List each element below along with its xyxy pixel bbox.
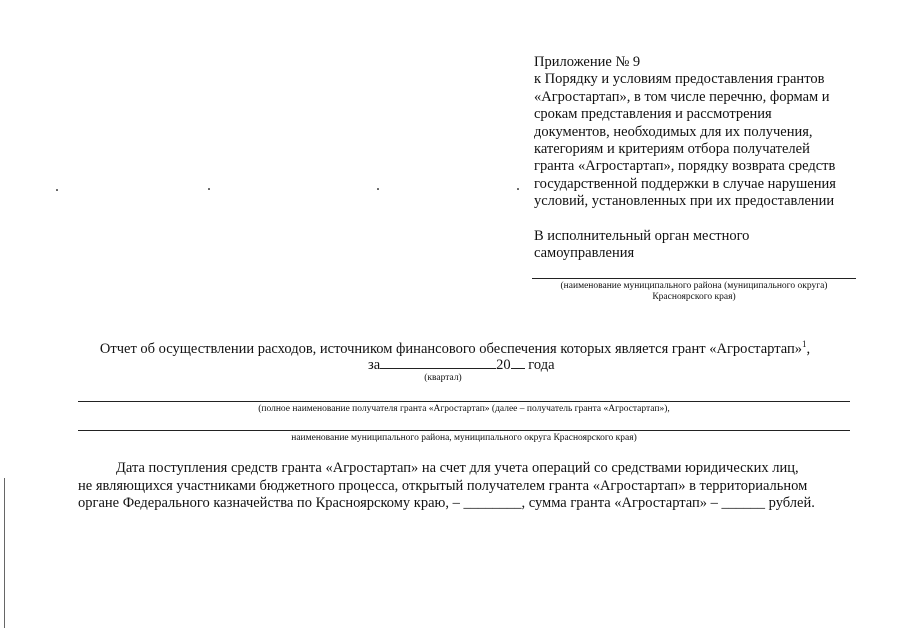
recipient-fill-line <box>78 401 850 402</box>
addressee-line: В исполнительный орган местного <box>534 228 750 244</box>
appendix-line: документов, необходимых для их получения, <box>534 123 813 140</box>
scan-dot <box>208 188 210 190</box>
appendix-line: государственной поддержки в случае нарушения <box>534 175 836 192</box>
quarter-caption: (квартал) <box>424 373 462 383</box>
scan-dot <box>56 189 58 191</box>
paragraph-line: не являющихся участниками бюджетного процесса, открытый получателем гранта «Агростартап» в территориальном <box>78 477 808 494</box>
year-blank <box>511 356 525 369</box>
appendix-line: «Агростартап», в том числе перечню, формам и <box>534 88 830 105</box>
paragraph-line: органе Федерального казначейства по Красноярскому краю, – ________, сумма гранта «Агростартап» – ______ рублей. <box>78 495 815 512</box>
addressee-block <box>534 228 864 263</box>
appendix-header <box>534 54 864 211</box>
appendix-line: к Порядку и условиям предоставления грантов <box>534 71 825 88</box>
appendix-line: гранта «Агростартап», порядку возврата средств <box>534 158 836 175</box>
appendix-line: категориям и критериям отбора получателей <box>534 141 810 158</box>
quarter-blank <box>380 356 496 369</box>
scan-dot <box>517 188 519 190</box>
report-title-text: Отчет об осуществлении расходов, источником финансового обеспечения которых является грант «Агростартап» <box>99 341 802 357</box>
addressee-caption: (наименование муниципального района (муниципального округа) <box>560 281 828 291</box>
appendix-line: условий, установленных при их предоставлении <box>534 193 835 210</box>
report-title-end: , <box>806 341 811 357</box>
period-prefix: за <box>368 357 381 373</box>
footnote-mark: 1 <box>801 339 807 349</box>
addressee-line: самоуправления <box>534 245 635 262</box>
period-suffix: года <box>528 357 555 373</box>
report-period <box>368 356 555 374</box>
addressee-fill-line <box>532 278 856 279</box>
scan-margin-line <box>4 478 5 628</box>
appendix-line: срокам представления и рассмотрения <box>534 106 772 123</box>
addressee-caption: Красноярского края) <box>652 292 736 302</box>
period-year: 20 <box>496 357 511 373</box>
grant-date-paragraph <box>78 460 860 513</box>
appendix-title: Приложение № 9 <box>534 54 641 70</box>
district-fill-line <box>78 430 850 431</box>
scan-dot <box>377 188 379 190</box>
recipient-caption: (полное наименование получателя гранта «Агростартап» (далее – получатель гранта «Агростартап»), <box>258 404 670 414</box>
paragraph-line: Дата поступления средств гранта «Агростартап» на счет для учета операций со средствами юридических лиц, <box>116 460 799 476</box>
district-caption: наименование муниципального района, муниципального округа Красноярского края) <box>291 433 637 443</box>
